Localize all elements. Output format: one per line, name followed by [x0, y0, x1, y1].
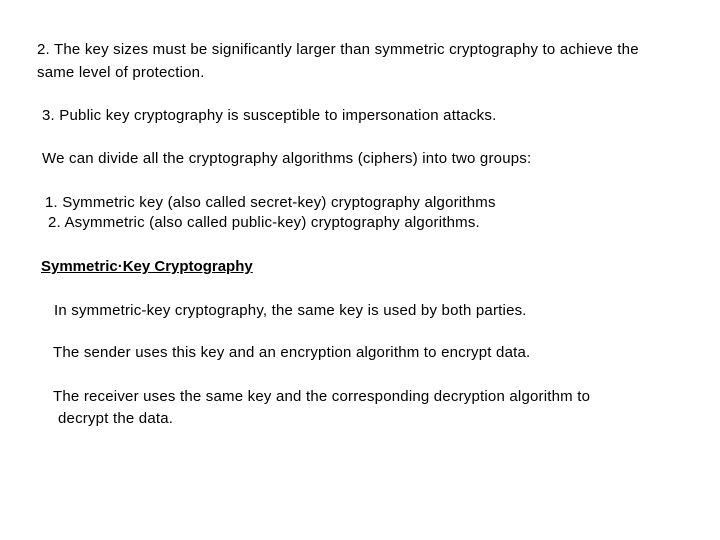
paragraph-1: In symmetric-key cryptography, the same key is used by both parties. — [54, 302, 527, 319]
group-item-1: 1. Symmetric key (also called secret-key) cryptography algorithms — [45, 194, 496, 211]
paragraph-3-line-2: decrypt the data. — [58, 410, 174, 427]
paragraph-2: The sender uses this key and an encryption algorithm to encrypt data. — [53, 344, 531, 361]
group-item-2: 2. Asymmetric (also called public-key) cryptography algorithms. — [48, 214, 480, 231]
point-2-line-2: same level of protection. — [37, 64, 205, 81]
point-2-line-1: 2. The key sizes must be significantly larger than symmetric cryptography to achieve the — [37, 41, 639, 58]
point-3: 3. Public key cryptography is susceptible to impersonation attacks. — [42, 107, 497, 124]
paragraph-3-line-1: The receiver uses the same key and the corresponding decryption algorithm to — [53, 388, 591, 405]
section-heading: Symmetric·Key Cryptography — [41, 258, 253, 275]
intro-text: We can divide all the cryptography algorithms (ciphers) into two groups: — [42, 150, 532, 167]
